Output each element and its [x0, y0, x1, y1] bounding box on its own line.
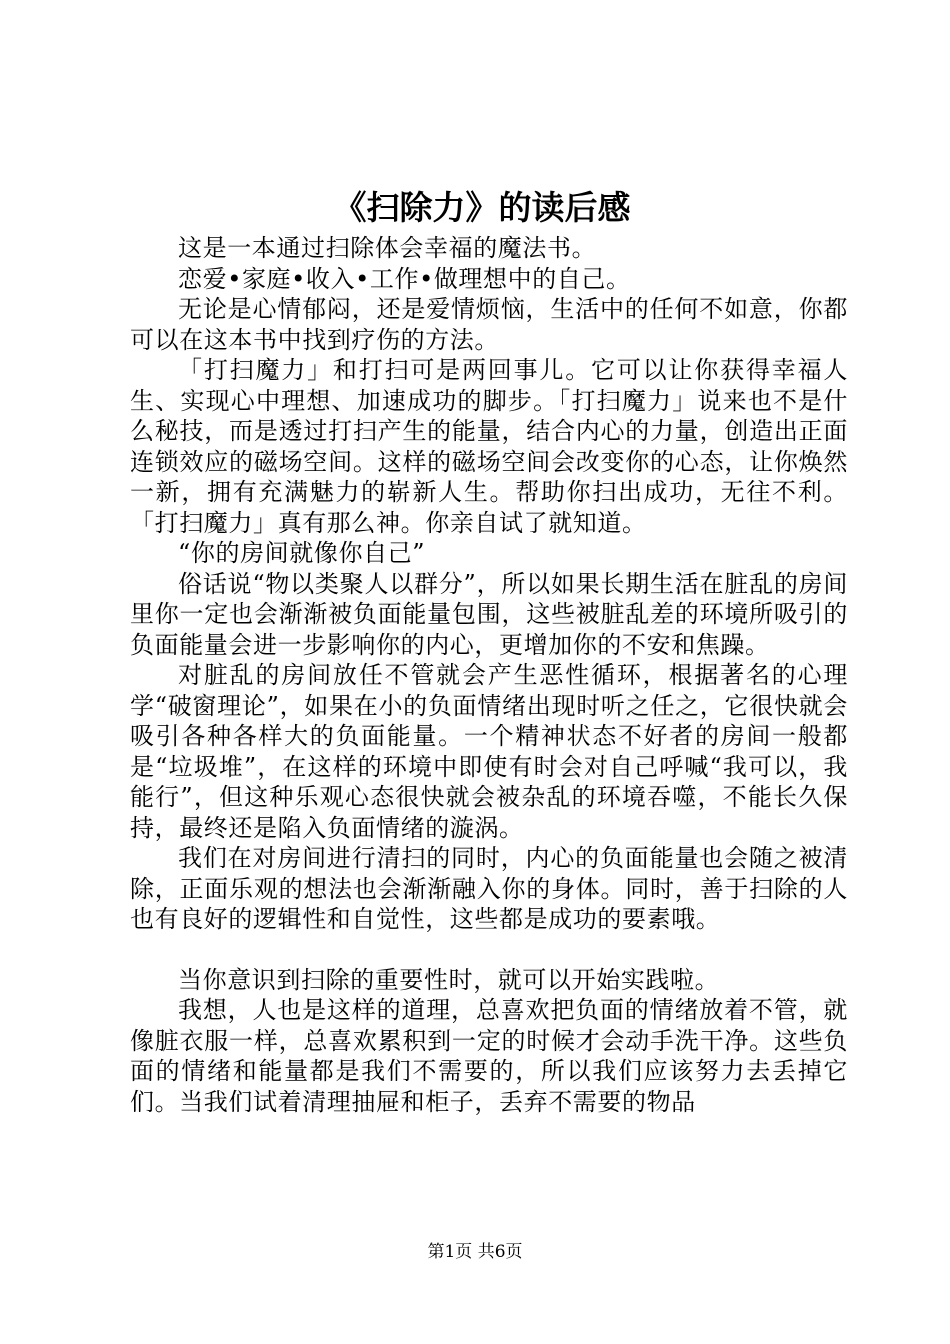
paragraph: 我想，人也是这样的道理，总喜欢把负面的情绪放着不管，就像脏衣服一样，总喜欢累积到一定的时候才会动手洗干净。这些负面的情绪和能量都是我们不需要的，所以我们应该努力去丢掉它们。当我们试着清理抽屉和柜子，丢弃不需要的物品: [130, 996, 848, 1116]
paragraph: 当你意识到扫除的重要性时，就可以开始实践啦。: [178, 965, 720, 994]
document-title: 《扫除力》的读后感: [333, 188, 631, 227]
paragraph: 「打扫魔力」和打扫可是两回事儿。它可以让你获得幸福人生、实现心中理想、加速成功的脚步。「打扫魔力」说来也不是什么秘技，而是透过打扫产生的能量，结合内心的力量，创造出正面连锁效应的磁场空间。这样的磁场空间会改变你的心态，让你焕然一新，拥有充满魅力的崭新人生。帮助你扫出成功，无往不利。「打扫魔力」真有那么神。你亲自试了就知道。: [130, 356, 848, 537]
paragraph: 对脏乱的房间放任不管就会产生恶性循环，根据著名的心理学“破窗理论”，如果在小的负面情绪出现时听之任之，它很快就会吸引各种各样大的负面能量。一个精神状态不好者的房间一般都是“垃圾堆”，在这样的环境中即使有时会对自己呼喊“我可以，我能行”，但这种乐观心态很快就会被杂乱的环境吞噬，不能长久保持，最终还是陷入负面情绪的漩涡。: [130, 661, 848, 842]
paragraph-spacer: [130, 935, 848, 965]
paragraph-intro: 这是一本通过扫除体会幸福的魔法书。: [178, 234, 597, 262]
paragraph: 无论是心情郁闷，还是爱情烦恼，生活中的任何不如意，你都可以在这本书中找到疗伤的方法。: [130, 295, 848, 354]
paragraph: 我们在对房间进行清扫的同时，内心的负面能量也会随之被清除，正面乐观的想法也会渐渐融入你的身体。同时，善于扫除的人也有良好的逻辑性和自觉性，这些都是成功的要素哦。: [130, 844, 848, 933]
page-number-footer: 第1页 共6页: [427, 1242, 523, 1262]
paragraph-heading-quote: “你的房间就像你自己”: [178, 539, 426, 567]
paragraph: 俗话说“物以类聚人以群分”，所以如果长期生活在脏乱的房间里你一定也会渐渐被负面能量包围，这些被脏乱差的环境所吸引的负面能量会进一步影响你的内心，更增加你的不安和焦躁。: [130, 569, 848, 659]
document-body: [130, 233, 848, 1117]
paragraph-subtitle: 恋爱•家庭•收入•工作•做理想中的自己。: [178, 264, 631, 293]
